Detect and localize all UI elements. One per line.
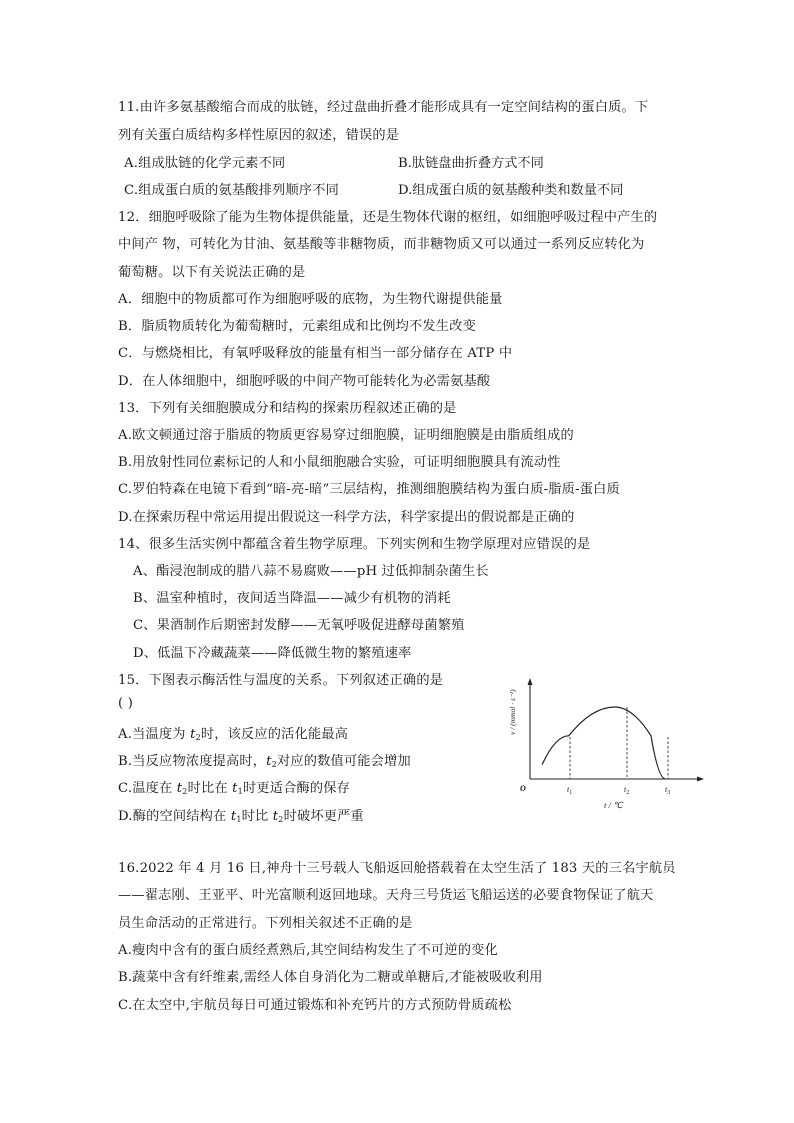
q13-option-a: A.欧文顿通过溶于脂质的物质更容易穿过细胞膜，证明细胞膜是由脂质组成的	[118, 428, 574, 443]
activity-curve	[542, 707, 665, 779]
q14-option-b: B、温室种植时，夜间适当降温——减少有机物的消耗	[133, 591, 451, 606]
t3-tick-label: $t_3$	[665, 785, 671, 796]
q15-option-d: D.酶的空间结构在 $t_1$时比 $t_2$时破坏更严重	[118, 809, 364, 824]
q13-option-c: C.罗伯特森在电镜下看到“暗-亮-暗”三层结构，推测细胞膜结构为蛋白质-脂质-蛋白质	[118, 482, 620, 497]
q15-stem: 15．下图表示酶活性与温度的关系。下列叙述正确的是	[118, 673, 444, 688]
q12-stem-line3: 葡萄糖。以下有关说法正确的是	[118, 265, 306, 280]
x-axis-arrow	[697, 777, 704, 782]
q11-option-a: A.组成肽链的化学元素不同	[124, 156, 286, 171]
q11-option-c: C.组成蛋白质的氨基酸排列顺序不同	[124, 183, 340, 198]
q12-stem-line1: 12．细胞呼吸除了能为生物体提供能量，还是生物体代谢的枢纽，如细胞呼吸过程中产生的	[118, 210, 658, 225]
q16-option-a: A.瘦肉中含有的蛋白质经煮熟后,其空间结构发生了不可逆的变化	[118, 943, 498, 958]
q13-option-b: B.用放射性同位素标记的人和小鼠细胞融合实验，可证明细胞膜具有流动性	[118, 455, 561, 470]
q14-stem: 14、很多生活实例中都蕴含着生物学原理。下列实例和生物学原理对应错误的是	[118, 537, 591, 552]
q12-option-a: A．细胞中的物质都可作为细胞呼吸的底物，为生物代谢提供能量	[118, 292, 503, 307]
q16-stem-line3: 员生命活动的正常进行。下列相关叙述不正确的是	[118, 916, 413, 931]
q14-option-a: A、酯浸泡制成的腊八蒜不易腐败——pH 过低抑制杂菌生长	[133, 564, 489, 579]
q11-stem-line2: 列有关蛋白质结构多样性原因的叙述，错误的是	[118, 128, 400, 143]
q11-option-b: B.肽链盘曲折叠方式不同	[398, 156, 544, 171]
q16-option-b: B.蔬菜中含有纤维素,需经人体自身消化为二糖或单糖后,才能被吸收利用	[118, 970, 543, 985]
q15-answer-paren: ( )	[118, 696, 134, 711]
q12-stem-line2: 中间产 物，可转化为甘油、氨基酸等非糖物质，而非糖物质又可以通过一系列反应转化为	[118, 237, 645, 252]
q11-option-d: D.组成蛋白质的氨基酸种类和数量不同	[398, 183, 624, 198]
q15-option-c: C.温度在 $t_2$时比在 $t_1$时更适合酶的保存	[118, 781, 351, 796]
q16-option-c: C.在太空中,宇航员每日可通过锻炼和补充钙片的方式预防骨质疏松	[118, 998, 512, 1013]
t2-tick-label: $t_2$	[624, 785, 630, 796]
q16-stem-line1: 16.2022 年 4 月 16 日,神舟十三号载人飞船返回舱搭载着在太空生活了 183 天的三名宇航员	[118, 861, 676, 876]
q15-option-b: B.当反应物浓度提高时，$t_2$对应的数值可能会增加	[118, 754, 411, 769]
q15-option-a: A.当温度为 $t_2$时，该反应的活化能最高	[118, 727, 349, 742]
q16-stem-line2: ——翟志刚、王亚平、叶光富顺利返回地球。天舟三号货运飞船运送的必要食物保证了航天	[118, 888, 654, 903]
q13-option-d: D.在探索历程中常运用提出假说这一科学方法，科学家提出的假说都是正确的	[118, 510, 575, 525]
q13-stem: 13．下列有关细胞膜成分和结构的探索历程叙述正确的是	[118, 401, 457, 416]
q14-option-d: D、低温下冷藏蔬菜——降低微生物的繁殖速率	[133, 646, 412, 661]
q11-stem-line1: 11.由许多氨基酸缩合而成的肽链，经过盘曲折叠才能形成具有一定空间结构的蛋白质。下	[118, 100, 649, 115]
q12-option-c: C．与燃烧相比，有氧呼吸释放的能量有相当一部分储存在 ATP 中	[118, 346, 513, 361]
y-axis-arrow	[528, 678, 533, 685]
q12-option-d: D．在人体细胞中，细胞呼吸的中间产物可能转化为必需氨基酸	[118, 374, 491, 389]
t1-tick-label: $t_1$	[567, 785, 573, 796]
y-axis-label: v / (mmol · s⁻¹)	[508, 689, 517, 735]
enzyme-activity-figure	[508, 676, 708, 816]
origin-label: O	[520, 784, 526, 793]
q14-option-c: C、果酒制作后期密封发酵——无氧呼吸促进酵母菌繁殖	[133, 618, 465, 633]
q12-option-b: B．脂质物质转化为葡萄糖时，元素组成和比例均不发生改变	[118, 319, 476, 334]
x-axis-label: t / ℃	[604, 800, 623, 810]
